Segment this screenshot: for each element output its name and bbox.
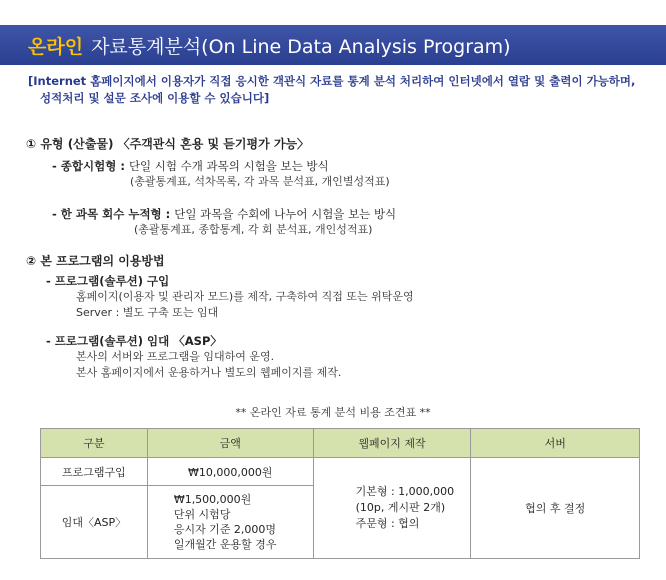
- intro-text: [28, 73, 648, 107]
- header-server: 서버: [471, 429, 640, 458]
- row2-price-line-3: 응시자 기준 2,000명: [173, 523, 277, 536]
- section-2-title: ② 본 프로그램의 이용방법: [26, 254, 165, 268]
- type-item-2-desc: 단일 과목을 수회에 나누어 시험을 보는 방식: [174, 207, 397, 221]
- usage-item-1: [46, 273, 169, 289]
- table-row: [41, 458, 640, 486]
- type-item-1-sub: (총괄통계표, 석차목록, 각 과목 분석표, 개인별성적표): [130, 175, 390, 188]
- row2-price-line-2: 단위 시험당: [173, 508, 231, 521]
- type-item-2-name: - 한 과목 회수 누적형 :: [52, 207, 175, 221]
- web-line-3: 주문형 : 협의: [355, 517, 420, 530]
- type-item-2: [52, 206, 396, 222]
- intro-line-1: [Internet 홈페이지에서 이용자가 직접 응시한 객관식 자료를 통계 분석 처리하여 인터넷에서 열람 및 출력이 가능하며,: [28, 74, 636, 88]
- usage-item-2-desc: [76, 349, 341, 381]
- server-cell: 협의 후 결정: [471, 458, 640, 559]
- web-line-1: 기본형 : 1,000,000: [355, 485, 455, 498]
- header-price: 금액: [147, 429, 313, 458]
- type-item-1: [52, 158, 329, 174]
- usage-item-2-name: - 프로그램(솔루션) 임대 〈ASP〉: [46, 334, 222, 348]
- header-web: 웹페이지 제작: [313, 429, 471, 458]
- usage-item-2-line-2: 본사 홈페이지에서 운용하거나 별도의 웹페이지를 제작.: [76, 366, 342, 379]
- web-production-cell: [313, 458, 471, 559]
- usage-item-1-line-1: 홈페이지(이용자 및 관리자 모드)를 제작, 구축하여 직접 또는 위탁운영: [76, 290, 414, 303]
- page-header: [0, 25, 666, 65]
- header-type: 구분: [41, 429, 148, 458]
- type-item-2-sub: (총괄통계표, 종합통계, 각 회 분석표, 개인성적표): [134, 223, 373, 236]
- table-header-row: [41, 429, 640, 458]
- usage-item-2: [46, 333, 222, 349]
- row2-price: [147, 486, 313, 559]
- usage-item-2-line-1: 본사의 서버와 프로그램을 임대하여 운영.: [76, 350, 275, 363]
- page-title: 자료통계분석(On Line Data Analysis Program): [91, 35, 511, 58]
- row2-price-line-4: 일개월간 운용할 경우: [173, 538, 277, 551]
- section-1-title: ① 유형 (산출물) 〈주객관식 혼용 및 듣기평가 가능〉: [26, 137, 310, 151]
- usage-item-1-desc: [76, 289, 414, 321]
- intro-line-2: 성적처리 및 설문 조사에 이용할 수 있습니다]: [40, 91, 270, 105]
- type-item-1-name: - 종합시험형 :: [52, 159, 129, 173]
- web-line-2: (10p, 게시판 2개): [355, 501, 446, 514]
- row2-type: 임대〈ASP〉: [41, 486, 148, 559]
- row2-price-line-1: ₩1,500,000원: [173, 493, 252, 506]
- row1-type: 프로그램구입: [41, 458, 148, 486]
- usage-item-1-name: - 프로그램(솔루션) 구입: [46, 274, 170, 288]
- type-item-1-desc: 단일 시험 수개 과목의 시험을 보는 방식: [128, 159, 329, 173]
- cost-table: [40, 428, 640, 559]
- title-highlight: 온라인: [28, 35, 84, 58]
- usage-item-1-line-2: Server : 별도 구축 또는 임대: [76, 306, 219, 319]
- row1-price: ₩10,000,000원: [147, 458, 313, 486]
- table-caption: ** 온라인 자료 통계 분석 비용 조견표 **: [235, 406, 431, 419]
